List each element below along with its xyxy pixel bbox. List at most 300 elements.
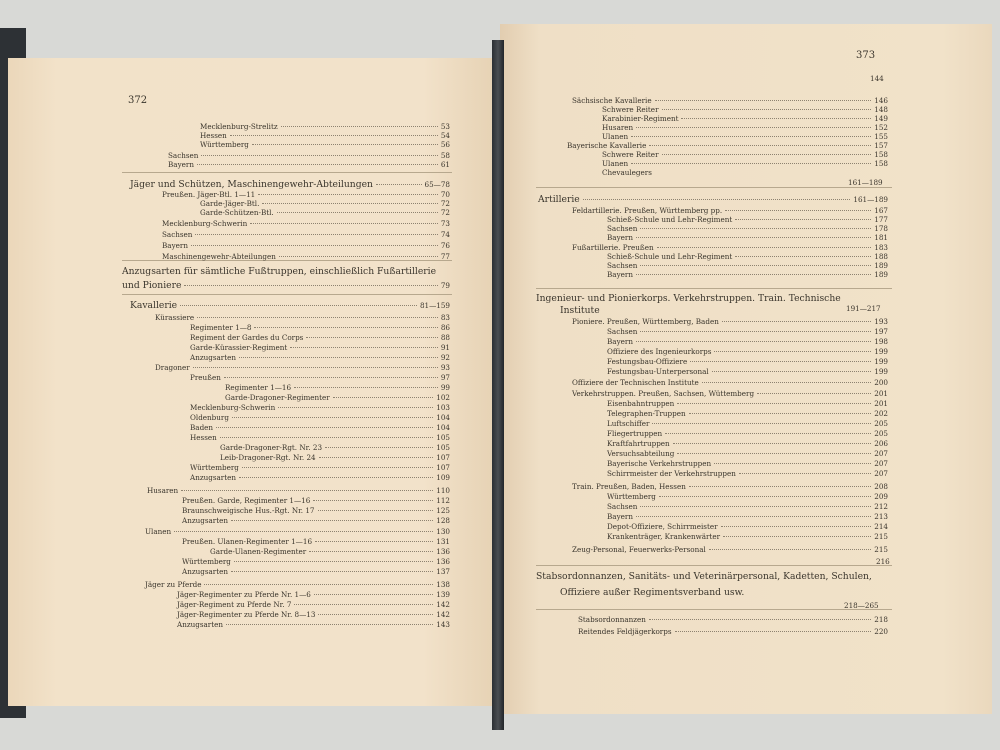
toc-entry-title: Karabinier-Regiment [602, 114, 679, 123]
toc-entry [200, 131, 450, 140]
toc-leader-dots [191, 245, 438, 246]
toc-leader-dots [294, 387, 438, 388]
ingenieur-heading-line2: Institute [560, 305, 600, 316]
toc-entry-title: Garde-Dragoner-Rgt. Nr. 23 [220, 443, 323, 452]
toc-entry-page: 142 [436, 610, 450, 619]
toc-leader-dots [675, 631, 872, 632]
toc-leader-dots [231, 571, 433, 572]
toc-entry-title: Dragoner [155, 363, 190, 372]
toc-leader-dots [735, 219, 871, 220]
toc-entry-page: 103 [436, 403, 450, 412]
toc-leader-dots [677, 403, 871, 404]
toc-entry-title: Husaren [147, 486, 179, 495]
toc-leader-dots [640, 331, 871, 332]
toc-entry-page: 189 [874, 261, 888, 270]
toc-entry-title: Mecklenburg-Strelitz [200, 122, 278, 131]
toc-entry [200, 122, 450, 131]
toc-entry-page: 105 [436, 443, 450, 452]
toc-entry-title: Chevaulegers [602, 168, 652, 177]
toc-leader-dots [636, 127, 871, 128]
toc-leader-dots [250, 223, 438, 224]
toc-leader-dots [204, 584, 433, 585]
toc-entry [190, 463, 450, 472]
toc-entry-page: 138 [436, 580, 450, 589]
toc-entry-page: 220 [874, 627, 888, 636]
toc-entry [225, 393, 450, 402]
toc-entry-page: 200 [874, 378, 888, 387]
toc-entry-page: 72 [440, 199, 450, 208]
toc-entry-title: Jäger-Regiment zu Pferde Nr. 7 [177, 600, 292, 609]
section-rule [536, 565, 892, 566]
toc-entry-page: 199 [874, 357, 888, 366]
toc-entry [168, 160, 450, 169]
toc-entry [607, 252, 888, 261]
toc-entry-page: 209 [874, 492, 888, 501]
toc-entry [602, 168, 888, 177]
toc-entry-title: Krankenträger, Krankenwärter [607, 532, 721, 541]
toc-entry-page: 158 [874, 150, 888, 159]
toc-entry-page: 155 [874, 132, 888, 141]
toc-entry [155, 313, 450, 322]
toc-leader-dots [690, 361, 871, 362]
toc-entry [607, 337, 888, 346]
toc-entry [607, 469, 888, 478]
toc-entry-page: 157 [874, 141, 888, 150]
toc-entry [607, 357, 888, 366]
stabs-heading-line2: Offiziere außer Regimentsverband usw. [560, 587, 745, 598]
toc-entry-title: Bayern [607, 233, 633, 242]
toc-entry-page: 201 [874, 389, 888, 398]
toc-entry [602, 159, 888, 168]
toc-entry-title: Schwere Reiter [602, 150, 659, 159]
toc-leader-dots [665, 433, 871, 434]
toc-entry [190, 423, 450, 432]
toc-entry [607, 522, 888, 531]
toc-entry-title: Schwere Reiter [602, 105, 659, 114]
toc-entry-page: 161—189 [853, 195, 888, 204]
toc-entry-title: Baden [190, 423, 214, 432]
toc-entry-page: 177 [874, 215, 888, 224]
toc-entry [607, 215, 888, 224]
toc-entry-page: 188 [874, 252, 888, 261]
toc-entry-page: 110 [436, 486, 450, 495]
toc-entry-title: Schirrmeister der Verkehrstruppen [607, 469, 736, 478]
toc-entry-page: 139 [436, 590, 450, 599]
toc-entry [145, 527, 450, 536]
toc-entry-title: Württemberg [200, 140, 249, 149]
toc-entry [602, 150, 888, 159]
toc-entry-title: Garde-Jäger-Btl. [200, 199, 260, 208]
book-spine [492, 40, 504, 730]
toc-entry-title: Sachsen [607, 327, 638, 336]
toc-entry-page: 109 [436, 473, 450, 482]
section-rule [122, 294, 452, 295]
toc-leader-dots [376, 184, 422, 185]
toc-entry-title: Reitendes Feldjägerkorps [578, 627, 672, 636]
toc-entry-title: Offiziere des Ingenieurkorps [607, 347, 712, 356]
toc-leader-dots [689, 413, 872, 414]
toc-entry [190, 343, 450, 352]
toc-leader-dots [174, 531, 433, 532]
toc-entry-page: 83 [440, 313, 450, 322]
toc-entry-page: 208 [874, 482, 888, 491]
toc-entry [607, 224, 888, 233]
toc-entry-page: 181 [874, 233, 888, 242]
toc-entry-page: 213 [874, 512, 888, 521]
toc-leader-dots [725, 210, 871, 211]
toc-entry-title: Bayern [607, 337, 633, 346]
toc-entry-page: 79 [440, 281, 450, 290]
toc-leader-dots [714, 351, 871, 352]
toc-entry [607, 459, 888, 468]
toc-entry [538, 194, 888, 206]
toc-entry-page: 161—189 [848, 178, 883, 187]
toc-entry-page: 212 [874, 502, 888, 511]
toc-entry-page: 56 [440, 140, 450, 149]
toc-entry-page: 77 [440, 252, 450, 261]
toc-entry-title: Garde-Dragoner-Regimenter [225, 393, 330, 402]
toc-entry-page: 207 [874, 449, 888, 458]
toc-entry-title: Jäger-Regimenter zu Pferde Nr. 1—6 [177, 590, 311, 599]
toc-leader-dots [735, 256, 871, 257]
toc-entry-title: Schieß-Schule und Lehr-Regiment [607, 252, 733, 261]
toc-entry-title: Preußen [190, 373, 221, 382]
toc-entry-title: Garde-Ulanen-Regimenter [210, 547, 307, 556]
toc-leader-dots [721, 526, 872, 527]
toc-entry-title: Schieß-Schule und Lehr-Regiment [607, 215, 733, 224]
toc-leader-dots [184, 285, 437, 286]
toc-entry-page: 104 [436, 413, 450, 422]
toc-entry-page: 199 [874, 367, 888, 376]
toc-entry [607, 347, 888, 356]
toc-entry-title: Anzugsarten [182, 567, 229, 576]
toc-entry-page: 54 [440, 131, 450, 140]
toc-entry-title: Mecklenburg-Schwerin [190, 403, 276, 412]
toc-entry [168, 151, 450, 160]
toc-entry-page: 148 [874, 105, 888, 114]
toc-leader-dots [315, 541, 433, 542]
ingenieur-heading-line1: Ingenieur- und Pionierkorps. Verkehrstruppen. Train. Technische [536, 293, 841, 304]
toc-entry-title: Versuchsabteilung [607, 449, 675, 458]
toc-entry-page: 202 [874, 409, 888, 418]
toc-entry [607, 449, 888, 458]
toc-entry-title: Sachsen [162, 230, 193, 239]
toc-entry-title: Oldenburg [190, 413, 229, 422]
stabs-heading-line1: Stabsordonnanzen, Sanitäts- und Veterinärpersonal, Kadetten, Schulen, [536, 571, 872, 582]
toc-entry [607, 532, 888, 541]
toc-entry-title: Festungsbau-Unterpersonal [607, 367, 709, 376]
toc-entry-title: Offiziere der Technischen Institute [572, 378, 699, 387]
toc-entry-title: Bayerische Kavallerie [567, 141, 647, 150]
toc-leader-dots [723, 536, 871, 537]
toc-entry-page: 167 [874, 206, 888, 215]
toc-leader-dots [281, 126, 438, 127]
toc-leader-dots [318, 510, 434, 511]
toc-entry-title: und Pioniere [122, 280, 182, 291]
toc-leader-dots [583, 199, 851, 200]
toc-entry-title: Fliegertruppen [607, 429, 663, 438]
toc-leader-dots [662, 109, 872, 110]
toc-entry-page: 158 [874, 159, 888, 168]
toc-leader-dots [197, 164, 438, 165]
toc-entry-page: 76 [440, 241, 450, 250]
toc-entry-title: Stabsordonnanzen [578, 615, 646, 624]
toc-entry [572, 389, 888, 398]
toc-entry [155, 363, 450, 372]
toc-entry [190, 373, 450, 382]
toc-entry [190, 323, 450, 332]
toc-entry-title: Kraftfahrtruppen [607, 439, 670, 448]
toc-entry-page: 93 [440, 363, 450, 372]
toc-entry-page: 92 [440, 353, 450, 362]
toc-entry-page: 178 [874, 224, 888, 233]
toc-leader-dots [636, 516, 871, 517]
toc-leader-dots [640, 228, 871, 229]
toc-entry [607, 367, 888, 376]
toc-entry-title: Sachsen [607, 224, 638, 233]
toc-leader-dots [659, 496, 871, 497]
toc-leader-dots [652, 423, 871, 424]
toc-leader-dots [318, 614, 433, 615]
toc-leader-dots [640, 506, 871, 507]
toc-entry-page: 144 [870, 74, 884, 83]
toc-entry [607, 419, 888, 428]
toc-leader-dots [290, 347, 438, 348]
toc-entry [607, 270, 888, 279]
toc-entry [162, 241, 450, 250]
toc-leader-dots [657, 247, 872, 248]
toc-entry-title: Regimenter 1—16 [225, 383, 292, 392]
toc-entry [182, 567, 450, 576]
toc-leader-dots [673, 443, 872, 444]
toc-entry-page: 97 [440, 373, 450, 382]
toc-leader-dots [333, 397, 434, 398]
toc-entry-title: Verkehrstruppen. Preußen, Sachsen, Wüttemberg [572, 389, 755, 398]
anzug-heading-line2-row [122, 281, 450, 290]
toc-entry-title: Hessen [200, 131, 227, 140]
toc-leader-dots [220, 437, 434, 438]
toc-entry [602, 132, 888, 141]
toc-entry [182, 516, 450, 525]
right-page-number: 373 [856, 50, 876, 61]
toc-entry [607, 429, 888, 438]
toc-entry-title: Leib-Dragoner-Rgt. Nr. 24 [220, 453, 316, 462]
toc-entry-page: 183 [874, 243, 888, 252]
toc-entry [190, 413, 450, 422]
toc-entry-title: Garde-Schützen-Btl. [200, 208, 274, 217]
toc-entry-title: Zeug-Personal, Feuerwerks-Personal [572, 545, 706, 554]
toc-entry-title: Sachsen [168, 151, 199, 160]
toc-entry [225, 383, 450, 392]
toc-entry-page: 136 [436, 557, 450, 566]
toc-entry-title: Festungsbau-Offiziere [607, 357, 688, 366]
toc-entry [177, 610, 450, 619]
toc-entry [220, 453, 450, 462]
toc-entry-title: Bayerische Verkehrstruppen [607, 459, 712, 468]
toc-entry-page: 61 [440, 160, 450, 169]
toc-entry-title: Mecklenburg-Schwerin [162, 219, 248, 228]
toc-leader-dots [677, 453, 871, 454]
toc-entry [607, 409, 888, 418]
left-page-number: 372 [128, 95, 148, 106]
toc-entry-title: Ulanen [145, 527, 172, 536]
toc-leader-dots [714, 463, 871, 464]
toc-leader-dots [636, 274, 871, 275]
toc-entry-page: 74 [440, 230, 450, 239]
toc-entry-page: 199 [874, 347, 888, 356]
toc-entry [130, 300, 450, 312]
toc-leader-dots [234, 561, 433, 562]
toc-leader-dots [231, 520, 433, 521]
toc-entry [162, 252, 450, 261]
toc-entry [182, 506, 450, 515]
toc-entry-title: Jäger zu Pferde [145, 580, 202, 589]
toc-entry-page: 142 [436, 600, 450, 609]
toc-entry-title: Württemberg [607, 492, 656, 501]
toc-entry [190, 333, 450, 342]
toc-entry-title: Depot-Offiziere, Schirrmeister [607, 522, 718, 531]
toc-leader-dots [309, 551, 433, 552]
section-rule [536, 609, 892, 610]
toc-entry-page: 152 [874, 123, 888, 132]
toc-leader-dots [640, 265, 871, 266]
toc-entry [162, 190, 450, 199]
toc-leader-dots [757, 393, 871, 394]
toc-entry-title: Bayern [607, 512, 633, 521]
toc-entry-page: 58 [440, 151, 450, 160]
toc-entry [177, 590, 450, 599]
toc-leader-dots [313, 500, 433, 501]
toc-leader-dots [195, 234, 437, 235]
toc-leader-dots [252, 144, 438, 145]
toc-entry-page: 131 [436, 537, 450, 546]
toc-entry-page: 207 [874, 459, 888, 468]
toc-entry [200, 140, 450, 149]
toc-entry-page: 81—159 [419, 301, 450, 310]
toc-entry [578, 627, 888, 636]
toc-leader-dots [180, 305, 417, 306]
toc-leader-dots [662, 154, 872, 155]
toc-entry [572, 317, 888, 326]
toc-entry-title: Preußen. Garde, Regimenter 1—16 [182, 496, 311, 505]
toc-leader-dots [712, 371, 872, 372]
toc-entry-page: 105 [436, 433, 450, 442]
toc-entry-page: 191—217 [846, 304, 881, 313]
toc-entry-page: 112 [436, 496, 450, 505]
toc-entry-page: 70 [440, 190, 450, 199]
toc-entry-title: Jäger-Regimenter zu Pferde Nr. 8—13 [177, 610, 316, 619]
toc-entry-title: Maschinengewehr-Abteilungen [162, 252, 276, 261]
toc-entry-title: Regimenter 1—8 [190, 323, 252, 332]
toc-leader-dots [193, 367, 438, 368]
toc-leader-dots [722, 321, 871, 322]
toc-entry-title: Jäger und Schützen, Maschinengewehr-Abteilungen [130, 179, 373, 190]
toc-entry [147, 486, 450, 495]
toc-entry [182, 496, 450, 505]
toc-entry-page: 215 [874, 545, 888, 554]
toc-entry [200, 199, 450, 208]
toc-entry-title: Luftschiffer [607, 419, 650, 428]
toc-entry [190, 403, 450, 412]
toc-leader-dots [739, 473, 871, 474]
toc-leader-dots [649, 619, 871, 620]
toc-entry-page: 149 [874, 114, 888, 123]
toc-entry [607, 439, 888, 448]
toc-entry-title: Bayern [168, 160, 194, 169]
toc-entry-page: 201 [874, 399, 888, 408]
toc-entry [190, 433, 450, 442]
toc-entry-page: 99 [440, 383, 450, 392]
toc-entry-title: Ulanen [602, 132, 629, 141]
toc-entry-page: 73 [440, 219, 450, 228]
toc-entry-page: 197 [874, 327, 888, 336]
toc-entry-page: 198 [874, 337, 888, 346]
toc-entry-title: Preußen. Jäger-Btl. 1—11 [162, 190, 256, 199]
toc-entry-page: 218—265 [844, 601, 879, 610]
toc-entry [572, 545, 888, 554]
toc-entry-page: 207 [874, 469, 888, 478]
toc-entry-page: 205 [874, 419, 888, 428]
toc-entry-page: 218 [874, 615, 888, 624]
toc-leader-dots [325, 447, 433, 448]
toc-leader-dots [631, 136, 871, 137]
toc-entry [162, 219, 450, 228]
toc-entry-page: 125 [436, 506, 450, 515]
toc-entry-title: Württemberg [182, 557, 231, 566]
toc-entry-page: 104 [436, 423, 450, 432]
toc-entry-page: 137 [436, 567, 450, 576]
toc-leader-dots [319, 457, 434, 458]
toc-leader-dots [649, 145, 871, 146]
toc-entry [602, 123, 888, 132]
toc-entry-title: Sachsen [607, 261, 638, 270]
toc-entry-page: 146 [874, 96, 888, 105]
toc-entry-page: 216 [876, 557, 890, 566]
toc-entry-title: Bayern [162, 241, 188, 250]
toc-entry-page: 136 [436, 547, 450, 556]
toc-entry [572, 378, 888, 387]
toc-entry-title: Eisenbahntruppen [607, 399, 675, 408]
toc-leader-dots [201, 155, 437, 156]
toc-leader-dots [279, 256, 438, 257]
toc-entry-title: Preußen. Ulanen-Regimenter 1—16 [182, 537, 313, 546]
toc-entry-title: Kürassiere [155, 313, 195, 322]
toc-entry-title: Pioniere. Preußen, Württemberg, Baden [572, 317, 719, 326]
toc-entry [190, 353, 450, 362]
toc-entry [607, 261, 888, 270]
toc-entry-title: Anzugsarten [190, 473, 237, 482]
toc-entry [578, 615, 888, 624]
toc-entry-title: Kavallerie [130, 300, 178, 311]
toc-entry [572, 96, 888, 105]
toc-entry-title: Telegraphen-Truppen [607, 409, 686, 418]
toc-leader-dots [224, 377, 438, 378]
toc-entry [607, 512, 888, 521]
toc-entry-title: Ulanen [602, 159, 629, 168]
toc-entry [220, 443, 450, 452]
toc-leader-dots [294, 604, 433, 605]
toc-entry [602, 114, 888, 123]
toc-entry-title: Fußartillerie. Preußen [572, 243, 654, 252]
toc-entry-page: 214 [874, 522, 888, 531]
anzug-heading-line1: Anzugsarten für sämtliche Fußtruppen, einschließlich Fußartillerie [122, 266, 437, 277]
toc-entry-page: 91 [440, 343, 450, 352]
toc-entry-page: 130 [436, 527, 450, 536]
toc-entry-title: Württemberg [190, 463, 239, 472]
toc-entry-title: Husaren [602, 123, 634, 132]
toc-entry-title: Braunschweigische Hus.-Rgt. Nr. 17 [182, 506, 315, 515]
toc-entry-title: Anzugsarten [182, 516, 229, 525]
